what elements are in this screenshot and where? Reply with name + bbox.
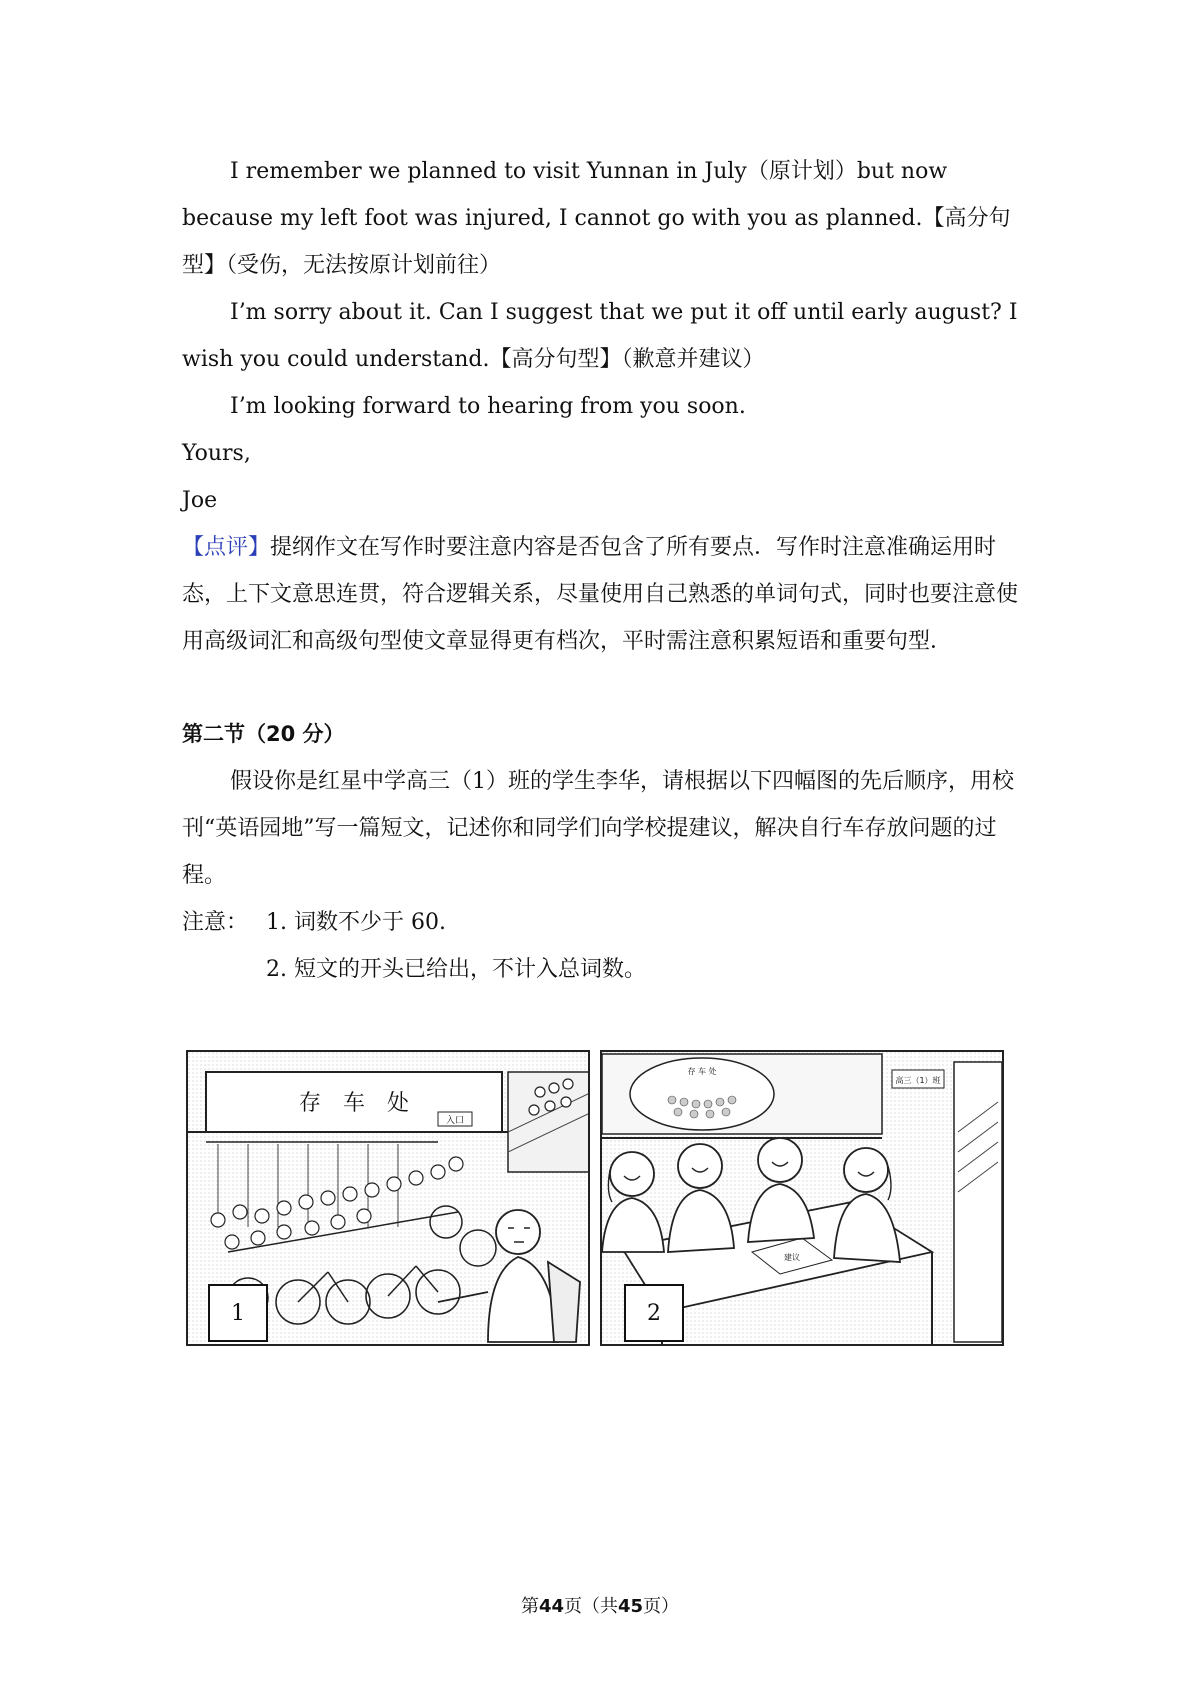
picture-number-2: 2	[624, 1284, 684, 1342]
entrance-sign-text: 入口	[445, 1116, 465, 1126]
poster-title: 存 车 处	[687, 1067, 717, 1076]
footer-middle: 页（共	[564, 1596, 618, 1617]
footer-page-number: 44	[538, 1596, 564, 1617]
footer-total-pages: 45	[618, 1596, 644, 1617]
page-content	[182, 148, 1022, 993]
letter-paragraph-3: I’m looking forward to hearing from you soon.	[230, 394, 746, 419]
suggestion-paper-text: 建议	[784, 1253, 800, 1262]
section-title: 第二节（20 分）	[182, 722, 345, 746]
note-label: 注意：	[182, 910, 249, 935]
class-sign-text: 高三（1）班	[895, 1076, 941, 1085]
letter-signature: Joe	[182, 488, 218, 513]
comment-paragraph	[182, 524, 1022, 665]
comment-tag: 【点评】	[182, 535, 271, 560]
picture-row	[186, 1050, 1004, 1350]
picture-panel-1	[186, 1050, 590, 1346]
task-prompt: 假设你是红星中学高三（1）班的学生李华，请根据以下四幅图的先后顺序，用校刊“英语园地”写一篇短文，记述你和同学们向学校提建议，解决自行车存放问题的过程。	[182, 769, 1014, 888]
footer-prefix: 第	[520, 1596, 539, 1617]
page-footer	[0, 1592, 1200, 1618]
spacer	[182, 665, 1022, 711]
note-item-1: 1. 词数不少于 60.	[266, 910, 446, 935]
picture-panel-2	[600, 1050, 1004, 1346]
note-row	[182, 899, 1022, 946]
letter-paragraph-2: I’m sorry about it. Can I suggest that we put it off until early august? I wish you could understand.【高分句型】（歉意并建议）	[182, 300, 1018, 372]
picture-number-1: 1	[208, 1284, 268, 1342]
letter-closing: Yours,	[182, 441, 251, 466]
comment-text: 提纲作文在写作时要注意内容是否包含了所有要点．写作时注意准确运用时态，上下文意思连贯，符合逻辑关系，尽量使用自己熟悉的单词句式，同时也要注意使用高级词汇和高级句型使文章显得更有档次，平时需注意积累短语和重要句型．	[182, 535, 1019, 654]
parking-sign-text: 存 车 处	[298, 1091, 410, 1116]
letter-paragraph-1: I remember we planned to visit Yunnan in July（原计划）but now because my left foot was injured, I cannot go with you as planned.【高分句型】（受伤，无法按原计划前往）	[182, 159, 1011, 278]
footer-suffix: 页）	[643, 1596, 680, 1617]
note-item-2: 2. 短文的开头已给出，不计入总词数。	[266, 957, 646, 982]
